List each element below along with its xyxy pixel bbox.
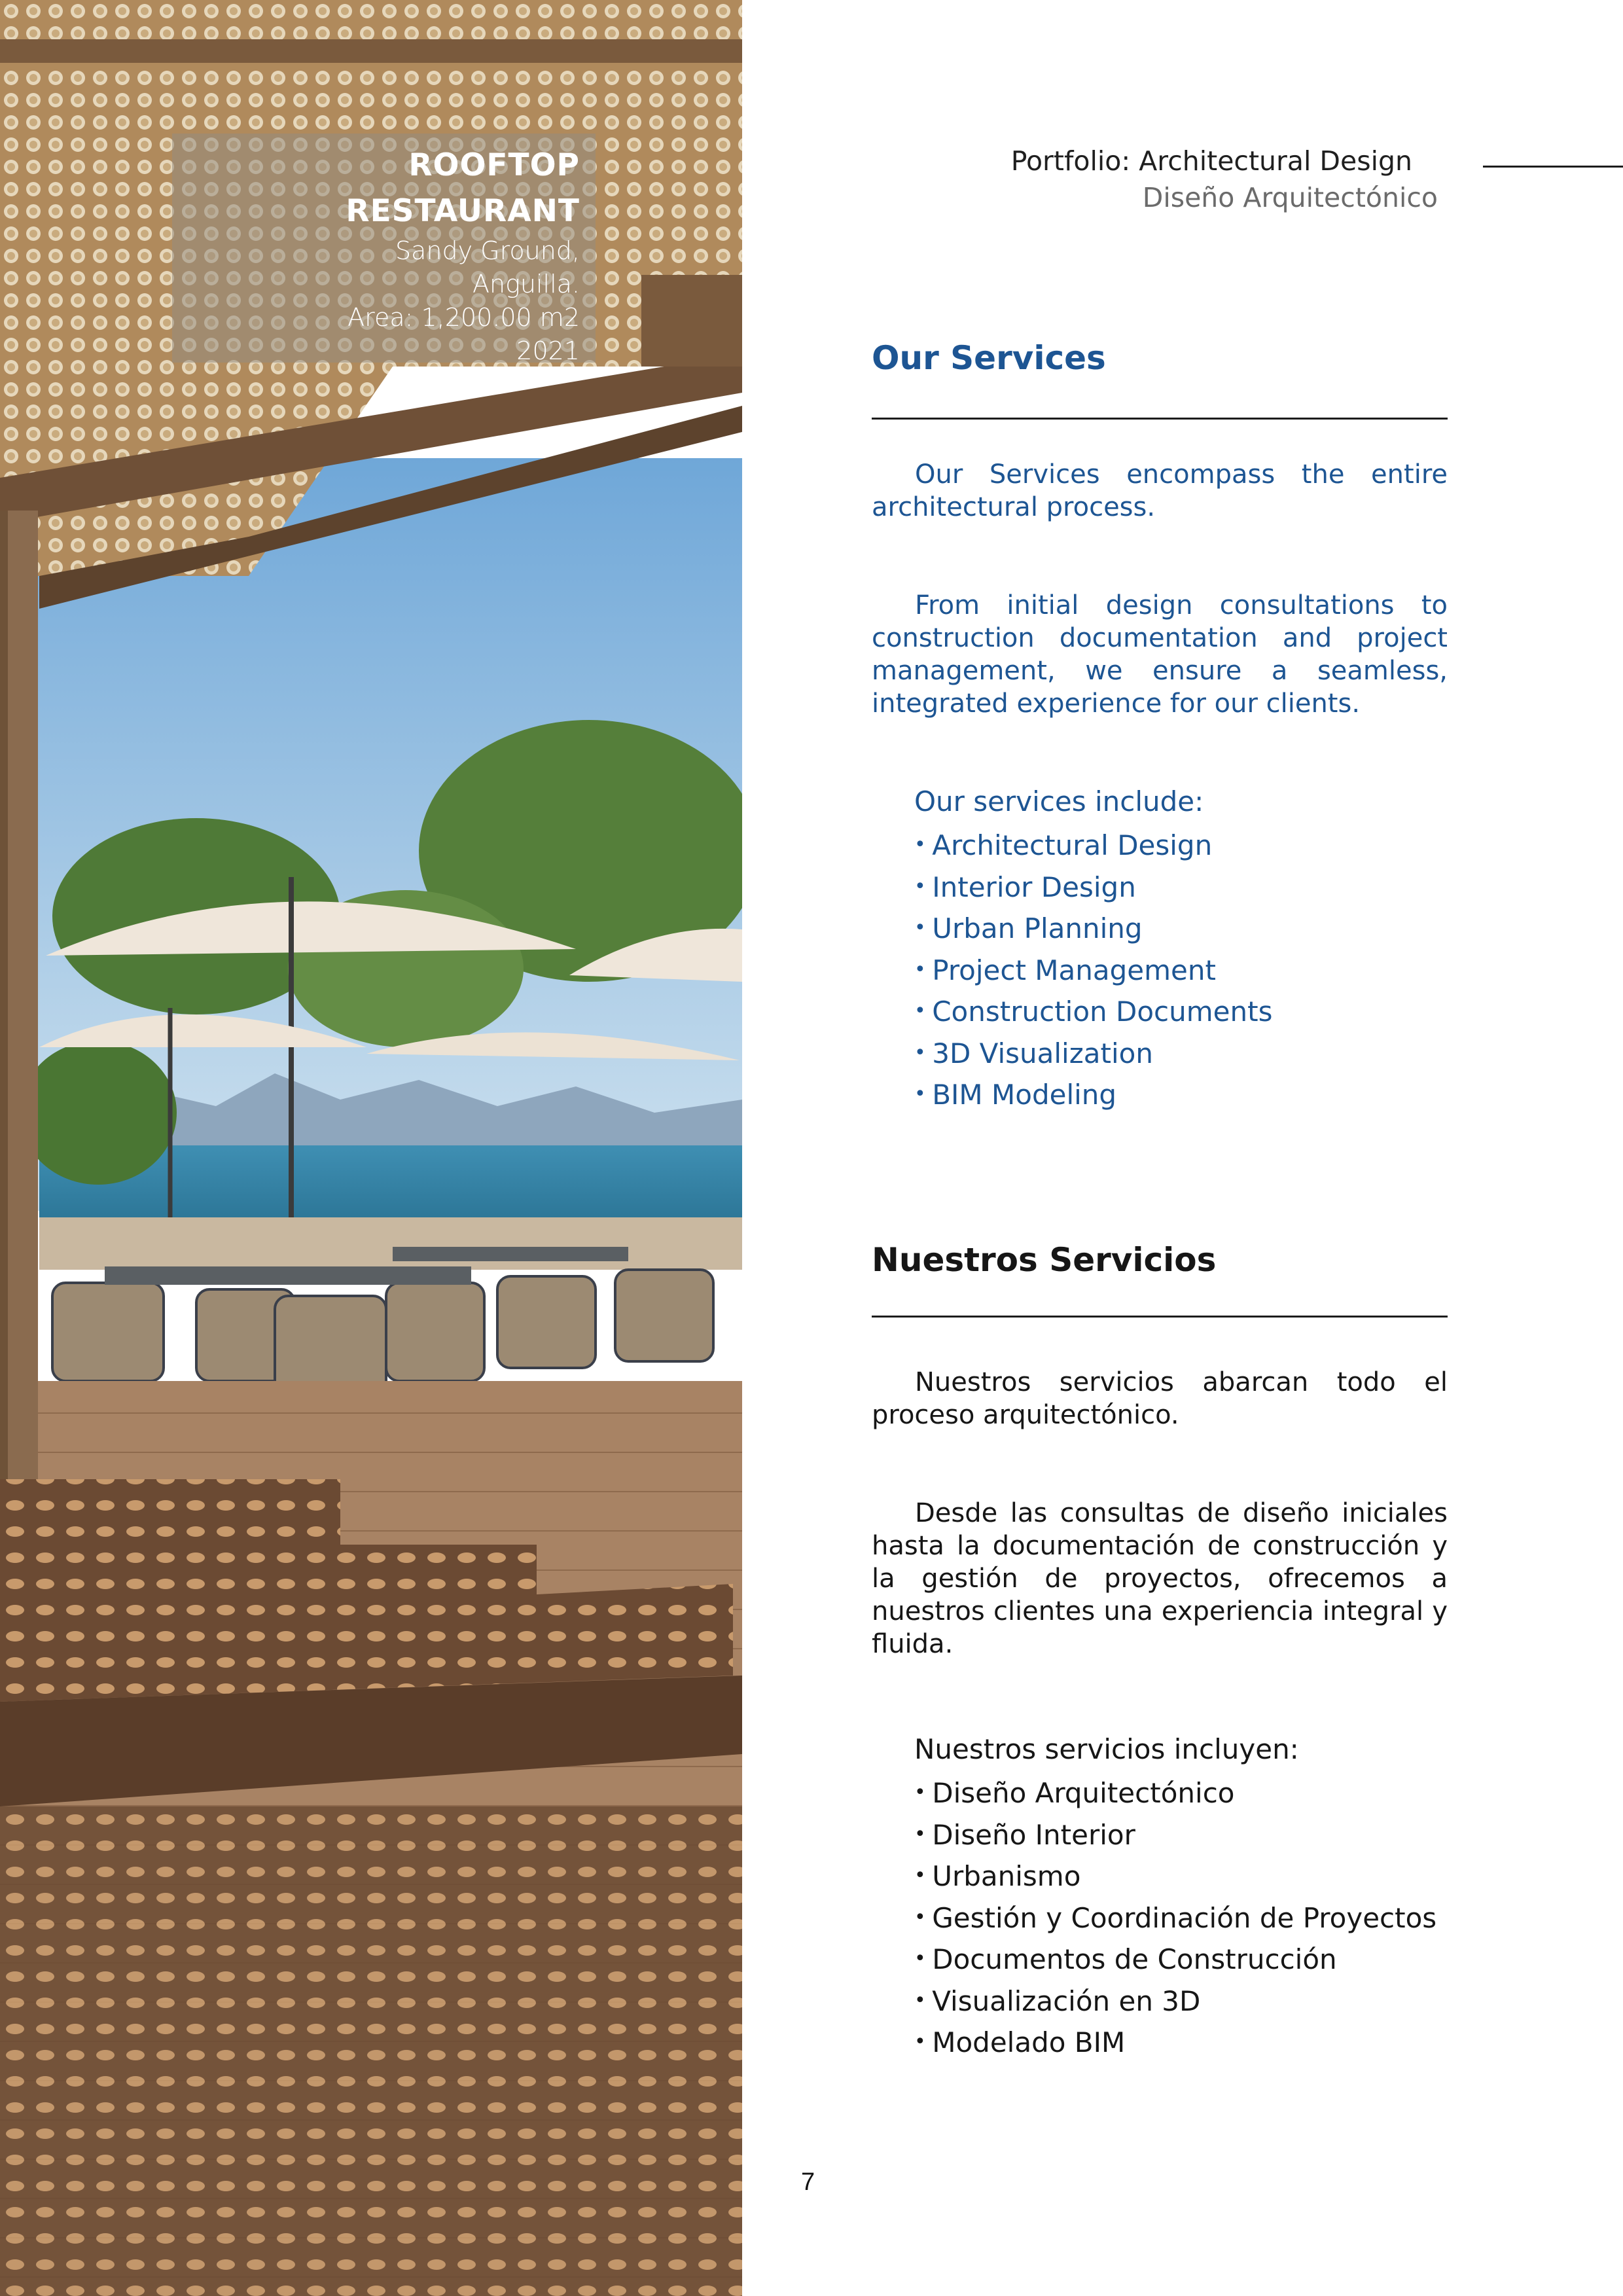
list-item: • Urban Planning: [914, 908, 1272, 950]
list-item: • Project Management: [914, 950, 1272, 992]
list-item: • BIM Modeling: [914, 1074, 1272, 1116]
portfolio-title: Portfolio: Architectural Design: [1010, 145, 1412, 177]
spanish-paragraph-1: Nuestros servicios abarcan todo el proceso arquitectónico.: [872, 1367, 1448, 1430]
spanish-services-list: [914, 1772, 1436, 2064]
project-title: ROOFTOP RESTAURANT: [346, 147, 580, 229]
english-heading: Our Services: [872, 339, 1106, 377]
project-year: 2021: [516, 336, 580, 365]
list-item: • Documentos de Construcción: [914, 1939, 1436, 1981]
list-item: • Visualización en 3D: [914, 1981, 1436, 2022]
list-item: • Modelado BIM: [914, 2022, 1436, 2064]
english-paragraph-2: From initial design consultations to construction documentation and project management, we ensure a seamless, integrated experience for our clients.: [872, 590, 1448, 719]
list-item: • Construction Documents: [914, 991, 1272, 1033]
list-item: • Gestión y Coordinación de Proyectos: [914, 1897, 1436, 1939]
english-heading-block: [872, 339, 1448, 377]
spanish-heading: Nuestros Servicios: [872, 1241, 1217, 1279]
list-item: • Interior Design: [914, 867, 1272, 908]
page-number: 7: [801, 2168, 815, 2196]
spanish-heading-block: [872, 1241, 1448, 1279]
project-location-line1: Sandy Ground,: [395, 236, 580, 265]
english-paragraph-1: Our Services encompass the entire architectural process.: [872, 459, 1448, 522]
project-caption: [172, 134, 596, 363]
list-item: • Diseño Interior: [914, 1814, 1436, 1856]
english-services-list: [914, 825, 1272, 1116]
english-list-intro: Our services include:: [914, 785, 1204, 817]
list-item: • Urbanismo: [914, 1856, 1436, 1897]
list-item: • Diseño Arquitectónico: [914, 1772, 1436, 1814]
spanish-paragraph-2: Desde las consultas de diseño iniciales hasta la documentación de construcción y la gestión de proyectos, ofrecemos a nuestros clientes una experiencia integral y fluida.: [872, 1498, 1448, 1659]
project-location-line2: Anguilla.: [472, 270, 580, 298]
header-rule: [1483, 166, 1623, 168]
project-area: Area: 1,200.00 m2: [348, 303, 580, 332]
portfolio-subtitle: Diseño Arquitectónico: [1142, 182, 1438, 213]
list-item: • 3D Visualization: [914, 1033, 1272, 1075]
english-heading-rule: [872, 418, 1448, 420]
spanish-heading-rule: [872, 1316, 1448, 1318]
list-item: • Architectural Design: [914, 825, 1272, 867]
spanish-list-intro: Nuestros servicios incluyen:: [914, 1733, 1299, 1765]
